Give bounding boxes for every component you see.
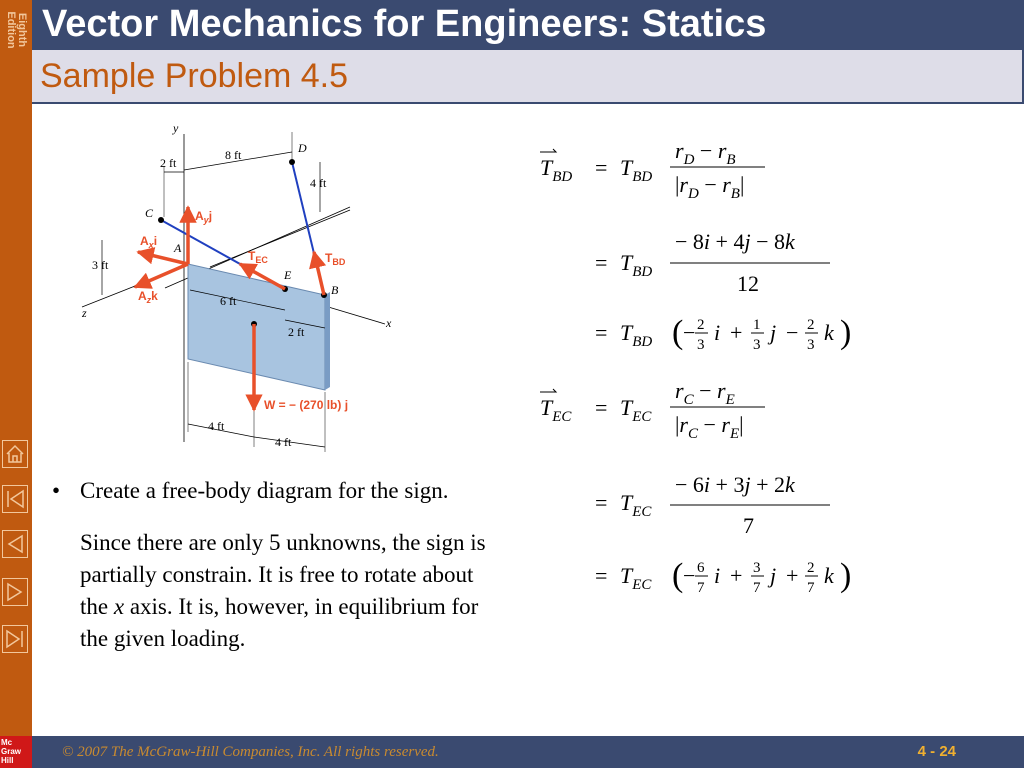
dim-4ft-bottom-left: 4 ft xyxy=(208,419,225,433)
svg-text:=: = xyxy=(595,563,608,588)
svg-text:=: = xyxy=(595,395,608,420)
svg-text:6: 6 xyxy=(697,560,705,576)
svg-text:TEC: $T_{EC}$ xyxy=(620,563,652,593)
home-icon xyxy=(3,441,27,467)
home-button[interactable] xyxy=(2,440,28,468)
svg-text:7: 7 xyxy=(697,580,705,596)
force-az-label: $A_zk$ xyxy=(138,289,158,305)
svg-text:|rC − rE|: $|r_C - r_E|$ xyxy=(675,412,744,442)
svg-text:=: = xyxy=(595,320,608,345)
svg-text:−: − xyxy=(683,320,696,345)
svg-text:12: 12 xyxy=(737,271,759,296)
next-slide-button[interactable] xyxy=(2,578,28,606)
page-number: 4 - 24 xyxy=(917,743,956,760)
left-sidebar xyxy=(0,0,32,736)
label-d: D xyxy=(298,141,307,155)
equation-tec-definition xyxy=(540,378,765,442)
svg-text:3: 3 xyxy=(753,337,761,353)
sign-plate xyxy=(188,264,325,390)
svg-text:TEC: $T_{EC}$ xyxy=(620,395,652,425)
svg-text:−: − xyxy=(683,563,696,588)
svg-text:−: − xyxy=(786,320,799,345)
svg-text:TEC: $T_{EC}$ xyxy=(620,490,652,520)
footer-bar xyxy=(0,736,1024,768)
edition-line1: Eighth xyxy=(16,12,28,48)
label-e: E xyxy=(284,268,292,282)
svg-text:2: 2 xyxy=(697,317,705,333)
equation-tbd-fraction xyxy=(595,314,851,353)
weight-label: W = − (270 lb) j xyxy=(264,398,349,412)
svg-text:7: 7 xyxy=(743,513,754,538)
svg-text:i: i xyxy=(714,320,721,345)
y-axis-label: y xyxy=(173,121,179,135)
svg-text:+: + xyxy=(730,563,743,588)
svg-text:7: 7 xyxy=(807,580,815,596)
svg-text:TBD: $T_{BD}$ xyxy=(540,155,573,185)
force-ay-label: $A_yj$ xyxy=(195,209,213,225)
dim-3ft: 3 ft xyxy=(92,258,109,272)
svg-text:): ) xyxy=(840,314,852,351)
svg-text:k: k xyxy=(824,563,834,588)
svg-text:TEC: $T_{EC}$ xyxy=(540,395,572,425)
copyright-notice: © 2007 The McGraw-Hill Companies, Inc. All rights reserved. xyxy=(62,744,439,760)
sign-plate-edge xyxy=(325,292,330,390)
svg-text:(: ( xyxy=(672,314,684,351)
force-tec-label: $T_{EC}$ xyxy=(248,249,268,265)
force-ax-label: $A_xi$ xyxy=(140,234,158,250)
svg-text:i: i xyxy=(714,563,721,588)
slide-subtitle: Sample Problem 4.5 xyxy=(40,57,349,95)
publisher-logo: Mc Graw Hill xyxy=(0,736,32,768)
force-tbd-arrow xyxy=(314,252,324,295)
equation-tec-fraction xyxy=(595,557,851,596)
svg-text:=: = xyxy=(595,250,608,275)
z-axis-label: z xyxy=(82,306,87,320)
dim-6ft: 6 ft xyxy=(220,294,237,308)
label-a: A xyxy=(174,241,182,255)
svg-text:TBD: $T_{BD}$ xyxy=(620,250,653,280)
svg-text:=: = xyxy=(595,490,608,515)
subtitle-bar xyxy=(32,50,1024,104)
first-slide-button[interactable] xyxy=(2,485,28,513)
dim-2ft-mid: 2 ft xyxy=(288,325,305,339)
dim-2ft-top: 2 ft xyxy=(160,156,177,170)
svg-text:1: 1 xyxy=(753,317,761,333)
svg-text:3: 3 xyxy=(753,560,761,576)
bullet-marker: • xyxy=(52,478,61,503)
svg-text:): ) xyxy=(840,557,852,594)
equations-panel xyxy=(530,125,870,605)
explanation-text xyxy=(52,475,492,655)
label-b: B xyxy=(331,283,339,297)
dim-8ft: 8 ft xyxy=(225,148,242,162)
svg-text:rD − rB: $r_D - r_B$ xyxy=(675,138,736,168)
previous-slide-button[interactable] xyxy=(2,530,28,558)
equation-tbd-definition xyxy=(540,138,765,202)
svg-text:3: 3 xyxy=(807,337,815,353)
edition-line2: Edition xyxy=(5,11,17,49)
point-c xyxy=(158,217,164,223)
first-slide-icon xyxy=(3,486,27,512)
bullet-text: Create a free-body diagram for the sign. xyxy=(80,478,449,503)
svg-text:(: ( xyxy=(672,557,684,594)
previous-slide-icon xyxy=(3,531,27,557)
label-c: C xyxy=(145,206,154,220)
course-title: Vector Mechanics for Engineers: Statics xyxy=(42,3,767,45)
svg-text:− 6i + 3j + 2k: − 6i + 3j + 2k xyxy=(675,472,795,497)
equation-tec-numeric xyxy=(595,472,830,538)
svg-text:rC − rE: $r_C - r_E$ xyxy=(675,378,735,408)
svg-text:=: = xyxy=(595,155,608,180)
svg-text:2: 2 xyxy=(807,317,815,333)
svg-text:j: j xyxy=(770,320,777,345)
free-body-diagram xyxy=(70,112,390,457)
svg-text:TBD: $T_{BD}$ xyxy=(620,155,653,185)
svg-text:|rD − rB|: $|r_D - r_B|$ xyxy=(675,172,745,202)
edition-label xyxy=(0,0,32,60)
dim-4ft-bottom-right: 4 ft xyxy=(275,435,292,449)
svg-text:+: + xyxy=(730,320,743,345)
svg-text:7: 7 xyxy=(753,580,761,596)
force-tbd-label: $T_{BD}$ xyxy=(325,251,346,267)
explanation-paragraph: Since there are only 5 unknowns, the sign is partially constrain. It is free to rotate about the x axis. It is, however, in equilibrium for the given loading. xyxy=(80,530,486,651)
next-slide-icon xyxy=(3,579,27,605)
last-slide-icon xyxy=(3,626,27,652)
svg-text:2: 2 xyxy=(807,560,815,576)
svg-text:TBD: $T_{BD}$ xyxy=(620,320,653,350)
svg-text:+: + xyxy=(786,563,799,588)
equation-tbd-numeric xyxy=(595,229,830,296)
last-slide-button[interactable] xyxy=(2,625,28,653)
dim-4ft-right: 4 ft xyxy=(310,176,327,190)
svg-text:− 8i + 4j − 8k: − 8i + 4j − 8k xyxy=(675,229,795,254)
title-bar xyxy=(32,0,1024,50)
svg-text:3: 3 xyxy=(697,337,705,353)
svg-text:j: j xyxy=(770,563,777,588)
svg-text:k: k xyxy=(824,320,834,345)
x-axis-label: x xyxy=(386,316,392,330)
force-az-arrow xyxy=(135,264,188,287)
